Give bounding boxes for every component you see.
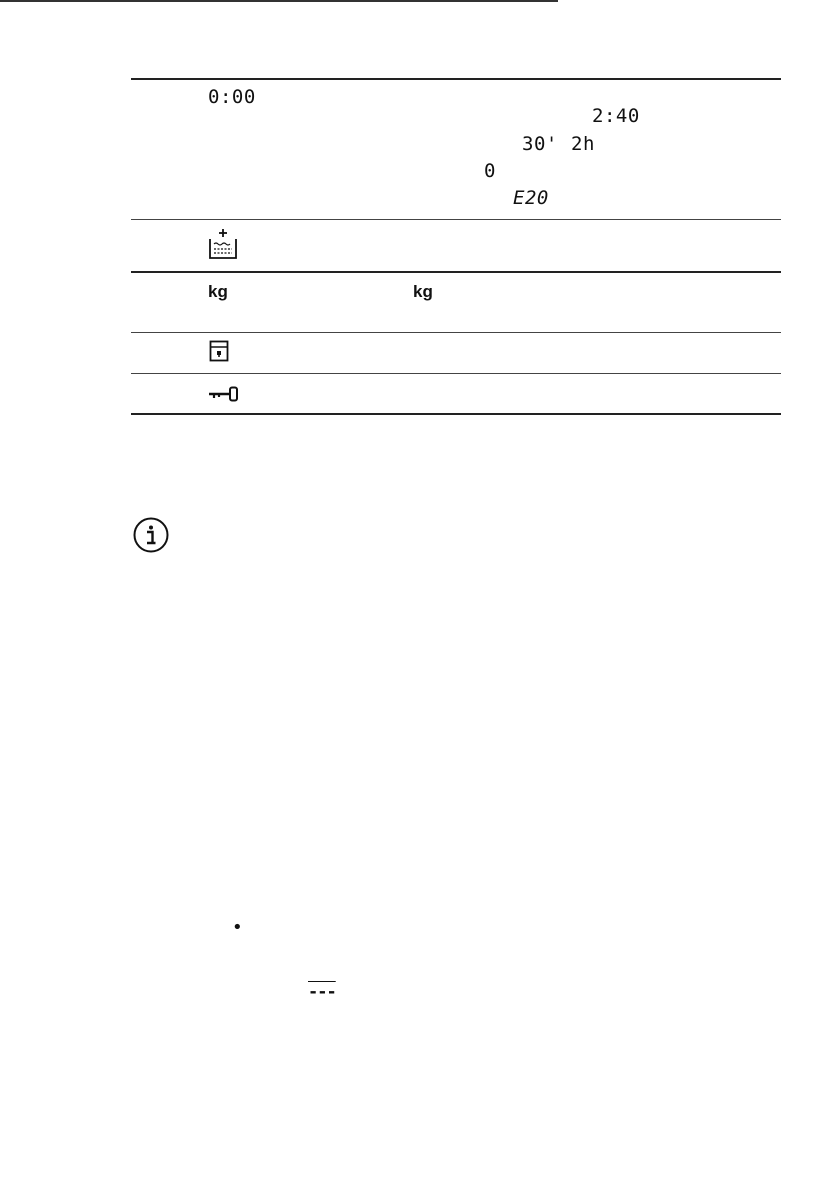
table-row-divider xyxy=(131,373,781,374)
display-value-zero: 0 xyxy=(484,160,496,182)
table-row-divider xyxy=(131,332,781,333)
table-row-divider xyxy=(131,219,781,220)
page-top-line xyxy=(0,0,556,2)
table-bottom-rule xyxy=(131,413,781,415)
display-value-hours: 2h xyxy=(571,133,595,155)
display-value-time: 2:40 xyxy=(592,105,640,127)
page-top-line-vertical xyxy=(556,0,558,2)
display-dashes: --- xyxy=(308,982,336,1002)
info-icon xyxy=(133,517,169,553)
weight-inline-label: kg xyxy=(413,282,433,301)
door-lock-icon xyxy=(209,340,229,362)
list-bullet: • xyxy=(232,917,243,938)
extra-rinse-icon xyxy=(208,228,238,260)
display-value-minutes: 30' xyxy=(522,133,558,155)
table-row-divider xyxy=(131,271,781,273)
time-display-icon: 0:00 xyxy=(208,86,256,108)
weight-icon: kg xyxy=(208,282,228,301)
child-lock-icon xyxy=(208,385,240,403)
table-top-rule xyxy=(131,78,781,80)
display-value-error-code: E20 xyxy=(513,187,549,209)
